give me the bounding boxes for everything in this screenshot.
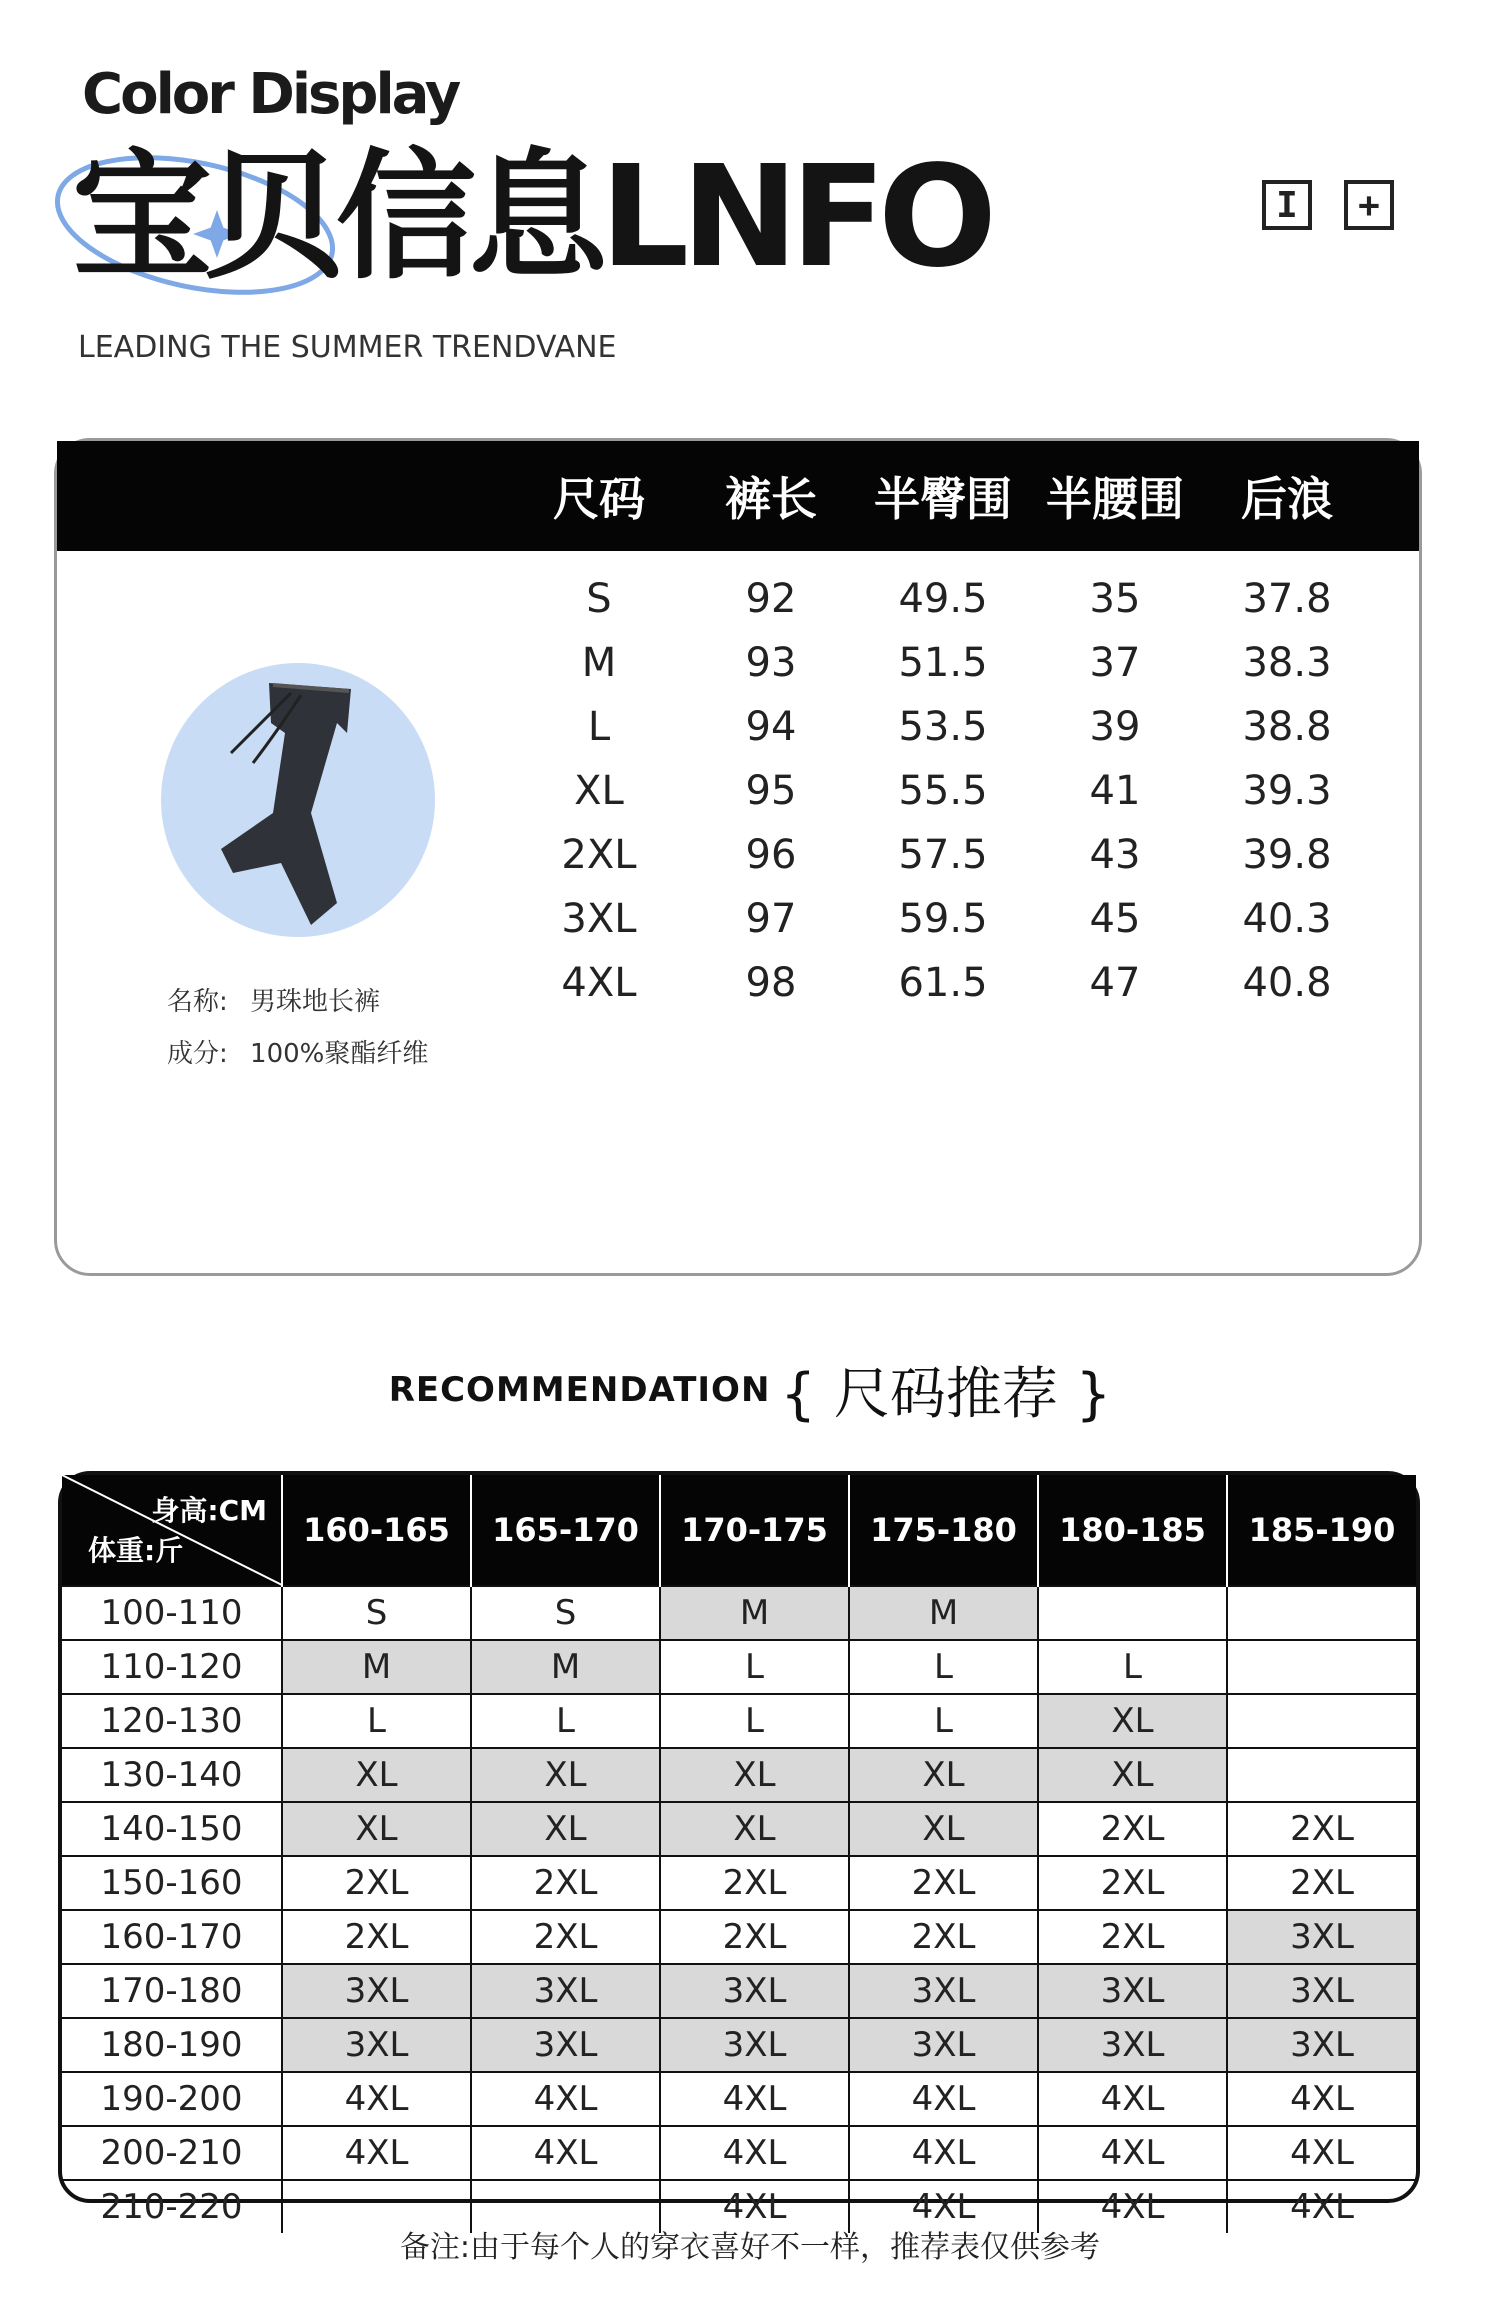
size-cell-waist: 41 — [1089, 768, 1141, 814]
recommendation-title — [0, 1350, 1500, 1430]
recommended-size-cell: L — [660, 1640, 849, 1694]
recommendation-title-en: RECOMMENDATION — [388, 1370, 771, 1410]
recommendation-row — [62, 1694, 1416, 1748]
recommended-size-cell: XL — [849, 1748, 1038, 1802]
size-cell-length: 95 — [745, 768, 797, 814]
recommended-size-cell: XL — [282, 1802, 471, 1856]
size-cell-back-rise: 39.8 — [1242, 832, 1332, 878]
size-cell-waist: 37 — [1089, 640, 1141, 686]
weight-range-cell: 100-110 — [62, 1586, 282, 1640]
height-range-header: 185-190 — [1227, 1475, 1416, 1586]
recommendation-table — [62, 1475, 1416, 2233]
size-cell-hip: 55.5 — [898, 768, 988, 814]
recommendation-row — [62, 2072, 1416, 2126]
recommended-size-cell: 3XL — [660, 2018, 849, 2072]
recommended-size-cell: 2XL — [660, 1856, 849, 1910]
recommended-size-cell: 4XL — [1227, 2126, 1416, 2180]
recommended-size-cell: 3XL — [282, 2018, 471, 2072]
recommended-size-cell: M — [660, 1586, 849, 1640]
weight-range-cell: 210-220 — [62, 2180, 282, 2233]
recommendation-title-zh: { 尺码推荐 } — [780, 1362, 1112, 1427]
recommended-size-cell — [1227, 1640, 1416, 1694]
weight-range-cell: 170-180 — [62, 1964, 282, 2018]
recommended-size-cell: 3XL — [471, 1964, 660, 2018]
recommendation-row — [62, 1586, 1416, 1640]
size-cell-size: 3XL — [561, 896, 637, 942]
product-name-value: 男珠地长裤 — [250, 987, 381, 1017]
size-cell-size: M — [581, 640, 617, 686]
recommended-size-cell: M — [282, 1640, 471, 1694]
recommended-size-cell: 2XL — [471, 1856, 660, 1910]
size-cell-waist: 47 — [1089, 960, 1141, 1006]
recommended-size-cell: XL — [660, 1802, 849, 1856]
footnote: 备注:由于每个人的穿衣喜好不一样，推荐表仅供参考 — [399, 2230, 1101, 2265]
size-cell-back-rise: 38.3 — [1242, 640, 1332, 686]
corner-header — [62, 1475, 282, 1586]
recommended-size-cell: 4XL — [1038, 2072, 1227, 2126]
size-cell-back-rise: 37.8 — [1242, 576, 1332, 622]
product-name-label: 名称: — [167, 987, 228, 1017]
recommended-size-cell: 4XL — [471, 2072, 660, 2126]
weight-range-cell: 190-200 — [62, 2072, 282, 2126]
corner-weight-label: 体重:斤 — [88, 1534, 184, 1567]
recommended-size-cell: 3XL — [1038, 1964, 1227, 2018]
recommended-size-cell: L — [849, 1694, 1038, 1748]
recommended-size-cell: XL — [1038, 1694, 1227, 1748]
size-cell-length: 98 — [745, 960, 797, 1006]
recommendation-row — [62, 2018, 1416, 2072]
height-range-header: 170-175 — [660, 1475, 849, 1586]
product-material-line — [167, 1033, 428, 1070]
size-cell-hip: 51.5 — [898, 640, 988, 686]
header-size: 尺码 — [553, 472, 645, 526]
recommended-size-cell: S — [471, 1586, 660, 1640]
recommended-size-cell: L — [660, 1694, 849, 1748]
size-cell-waist: 45 — [1089, 896, 1141, 942]
recommendation-row — [62, 2126, 1416, 2180]
recommended-size-cell: 4XL — [849, 2126, 1038, 2180]
size-cell-back-rise: 38.8 — [1242, 704, 1332, 750]
size-cell-hip: 59.5 — [898, 896, 988, 942]
header-waist: 半腰围 — [1046, 472, 1184, 526]
recommendation-row — [62, 1964, 1416, 2018]
recommended-size-cell — [1227, 1748, 1416, 1802]
pants-icon — [161, 663, 435, 937]
size-cell-back-rise: 40.3 — [1242, 896, 1332, 942]
size-cell-waist: 35 — [1089, 576, 1141, 622]
recommendation-row — [62, 1856, 1416, 1910]
recommendation-row — [62, 1748, 1416, 1802]
size-cell-length: 93 — [745, 640, 797, 686]
size-cell-size: S — [586, 576, 612, 622]
recommended-size-cell: 3XL — [1227, 1964, 1416, 2018]
size-cell-waist: 39 — [1089, 704, 1141, 750]
size-cell-length: 94 — [745, 704, 797, 750]
recommendation-row — [62, 1910, 1416, 1964]
tagline: LEADING THE SUMMER TRENDVANE — [78, 330, 617, 365]
product-material-label: 成分: — [167, 1039, 228, 1069]
recommended-size-cell: 4XL — [660, 2180, 849, 2233]
recommendation-row — [62, 1802, 1416, 1856]
recommended-size-cell: 2XL — [1227, 1802, 1416, 1856]
recommended-size-cell: 2XL — [660, 1910, 849, 1964]
size-cell-length: 96 — [745, 832, 797, 878]
size-cell-hip: 53.5 — [898, 704, 988, 750]
recommended-size-cell: 3XL — [282, 1964, 471, 2018]
recommended-size-cell: M — [471, 1640, 660, 1694]
recommended-size-cell: XL — [471, 1748, 660, 1802]
plus-box-icon: + — [1344, 180, 1394, 230]
size-cell-back-rise: 39.3 — [1242, 768, 1332, 814]
recommended-size-cell — [1038, 1586, 1227, 1640]
recommended-size-cell: XL — [660, 1748, 849, 1802]
recommended-size-cell: L — [282, 1694, 471, 1748]
recommended-size-cell: 2XL — [282, 1910, 471, 1964]
recommended-size-cell — [1227, 1694, 1416, 1748]
recommendation-header-row — [62, 1475, 1416, 1586]
recommended-size-cell: 3XL — [849, 2018, 1038, 2072]
recommended-size-cell: 3XL — [1227, 1910, 1416, 1964]
brand-label: Color Display — [82, 62, 459, 127]
product-name-line — [167, 981, 380, 1018]
size-cell-size: 4XL — [561, 960, 637, 1006]
weight-range-cell: 200-210 — [62, 2126, 282, 2180]
recommended-size-cell: L — [471, 1694, 660, 1748]
recommended-size-cell: 2XL — [849, 1856, 1038, 1910]
recommended-size-cell: 3XL — [1227, 2018, 1416, 2072]
height-range-header: 165-170 — [471, 1475, 660, 1586]
size-cell-size: L — [587, 704, 611, 750]
header-back-rise: 后浪 — [1241, 472, 1333, 526]
recommended-size-cell: M — [849, 1586, 1038, 1640]
minus-box-icon: I — [1262, 180, 1312, 230]
recommended-size-cell: XL — [282, 1748, 471, 1802]
size-cell-waist: 43 — [1089, 832, 1141, 878]
size-chart-header — [57, 441, 1419, 551]
weight-range-cell: 140-150 — [62, 1802, 282, 1856]
product-image — [161, 663, 435, 937]
recommendation-row — [62, 1640, 1416, 1694]
weight-range-cell: 120-130 — [62, 1694, 282, 1748]
header-length: 裤长 — [725, 472, 817, 526]
recommended-size-cell: XL — [1038, 1748, 1227, 1802]
recommended-size-cell: 2XL — [1038, 1910, 1227, 1964]
recommended-size-cell: L — [1038, 1640, 1227, 1694]
recommended-size-cell: 4XL — [1227, 2072, 1416, 2126]
size-cell-hip: 57.5 — [898, 832, 988, 878]
size-chart-card — [54, 438, 1422, 1276]
recommended-size-cell: 4XL — [282, 2126, 471, 2180]
size-cell-hip: 61.5 — [898, 960, 988, 1006]
weight-range-cell: 180-190 — [62, 2018, 282, 2072]
recommended-size-cell — [1227, 1586, 1416, 1640]
recommended-size-cell: 2XL — [471, 1910, 660, 1964]
recommended-size-cell: 3XL — [660, 1964, 849, 2018]
weight-range-cell: 160-170 — [62, 1910, 282, 1964]
recommended-size-cell: 2XL — [282, 1856, 471, 1910]
weight-range-cell: 150-160 — [62, 1856, 282, 1910]
size-cell-length: 97 — [745, 896, 797, 942]
weight-range-cell: 130-140 — [62, 1748, 282, 1802]
recommendation-table-wrapper — [58, 1471, 1420, 2227]
recommended-size-cell: 4XL — [660, 2072, 849, 2126]
recommended-size-cell: 4XL — [849, 2072, 1038, 2126]
weight-range-cell: 110-120 — [62, 1640, 282, 1694]
size-cell-back-rise: 40.8 — [1242, 960, 1332, 1006]
recommended-size-cell: 2XL — [1038, 1802, 1227, 1856]
recommended-size-cell: 4XL — [1227, 2180, 1416, 2233]
recommended-size-cell: XL — [849, 1802, 1038, 1856]
recommended-size-cell: 3XL — [1038, 2018, 1227, 2072]
recommended-size-cell: 4XL — [849, 2180, 1038, 2233]
recommended-size-cell: 4XL — [1038, 2180, 1227, 2233]
corner-height-label: 身高:CM — [151, 1494, 267, 1527]
size-cell-size: XL — [574, 768, 624, 814]
height-range-header: 160-165 — [282, 1475, 471, 1586]
recommended-size-cell: XL — [471, 1802, 660, 1856]
size-cell-size: 2XL — [561, 832, 637, 878]
height-range-header: 175-180 — [849, 1475, 1038, 1586]
recommendation-body — [62, 1586, 1416, 2233]
recommended-size-cell: L — [849, 1640, 1038, 1694]
recommended-size-cell: 4XL — [1038, 2126, 1227, 2180]
product-material-value: 100%聚酯纤维 — [250, 1039, 429, 1069]
height-range-header: 180-185 — [1038, 1475, 1227, 1586]
recommended-size-cell: 3XL — [471, 2018, 660, 2072]
recommended-size-cell: 4XL — [660, 2126, 849, 2180]
recommended-size-cell: 3XL — [849, 1964, 1038, 2018]
header-hip: 半臀围 — [874, 472, 1012, 526]
recommended-size-cell: 4XL — [471, 2126, 660, 2180]
size-cell-hip: 49.5 — [898, 576, 988, 622]
recommended-size-cell: 2XL — [1227, 1856, 1416, 1910]
page-title: 宝贝信息LNFO — [72, 136, 990, 299]
recommended-size-cell: S — [282, 1586, 471, 1640]
size-cell-length: 92 — [745, 576, 797, 622]
recommended-size-cell: 2XL — [1038, 1856, 1227, 1910]
recommended-size-cell: 4XL — [282, 2072, 471, 2126]
recommended-size-cell: 2XL — [849, 1910, 1038, 1964]
